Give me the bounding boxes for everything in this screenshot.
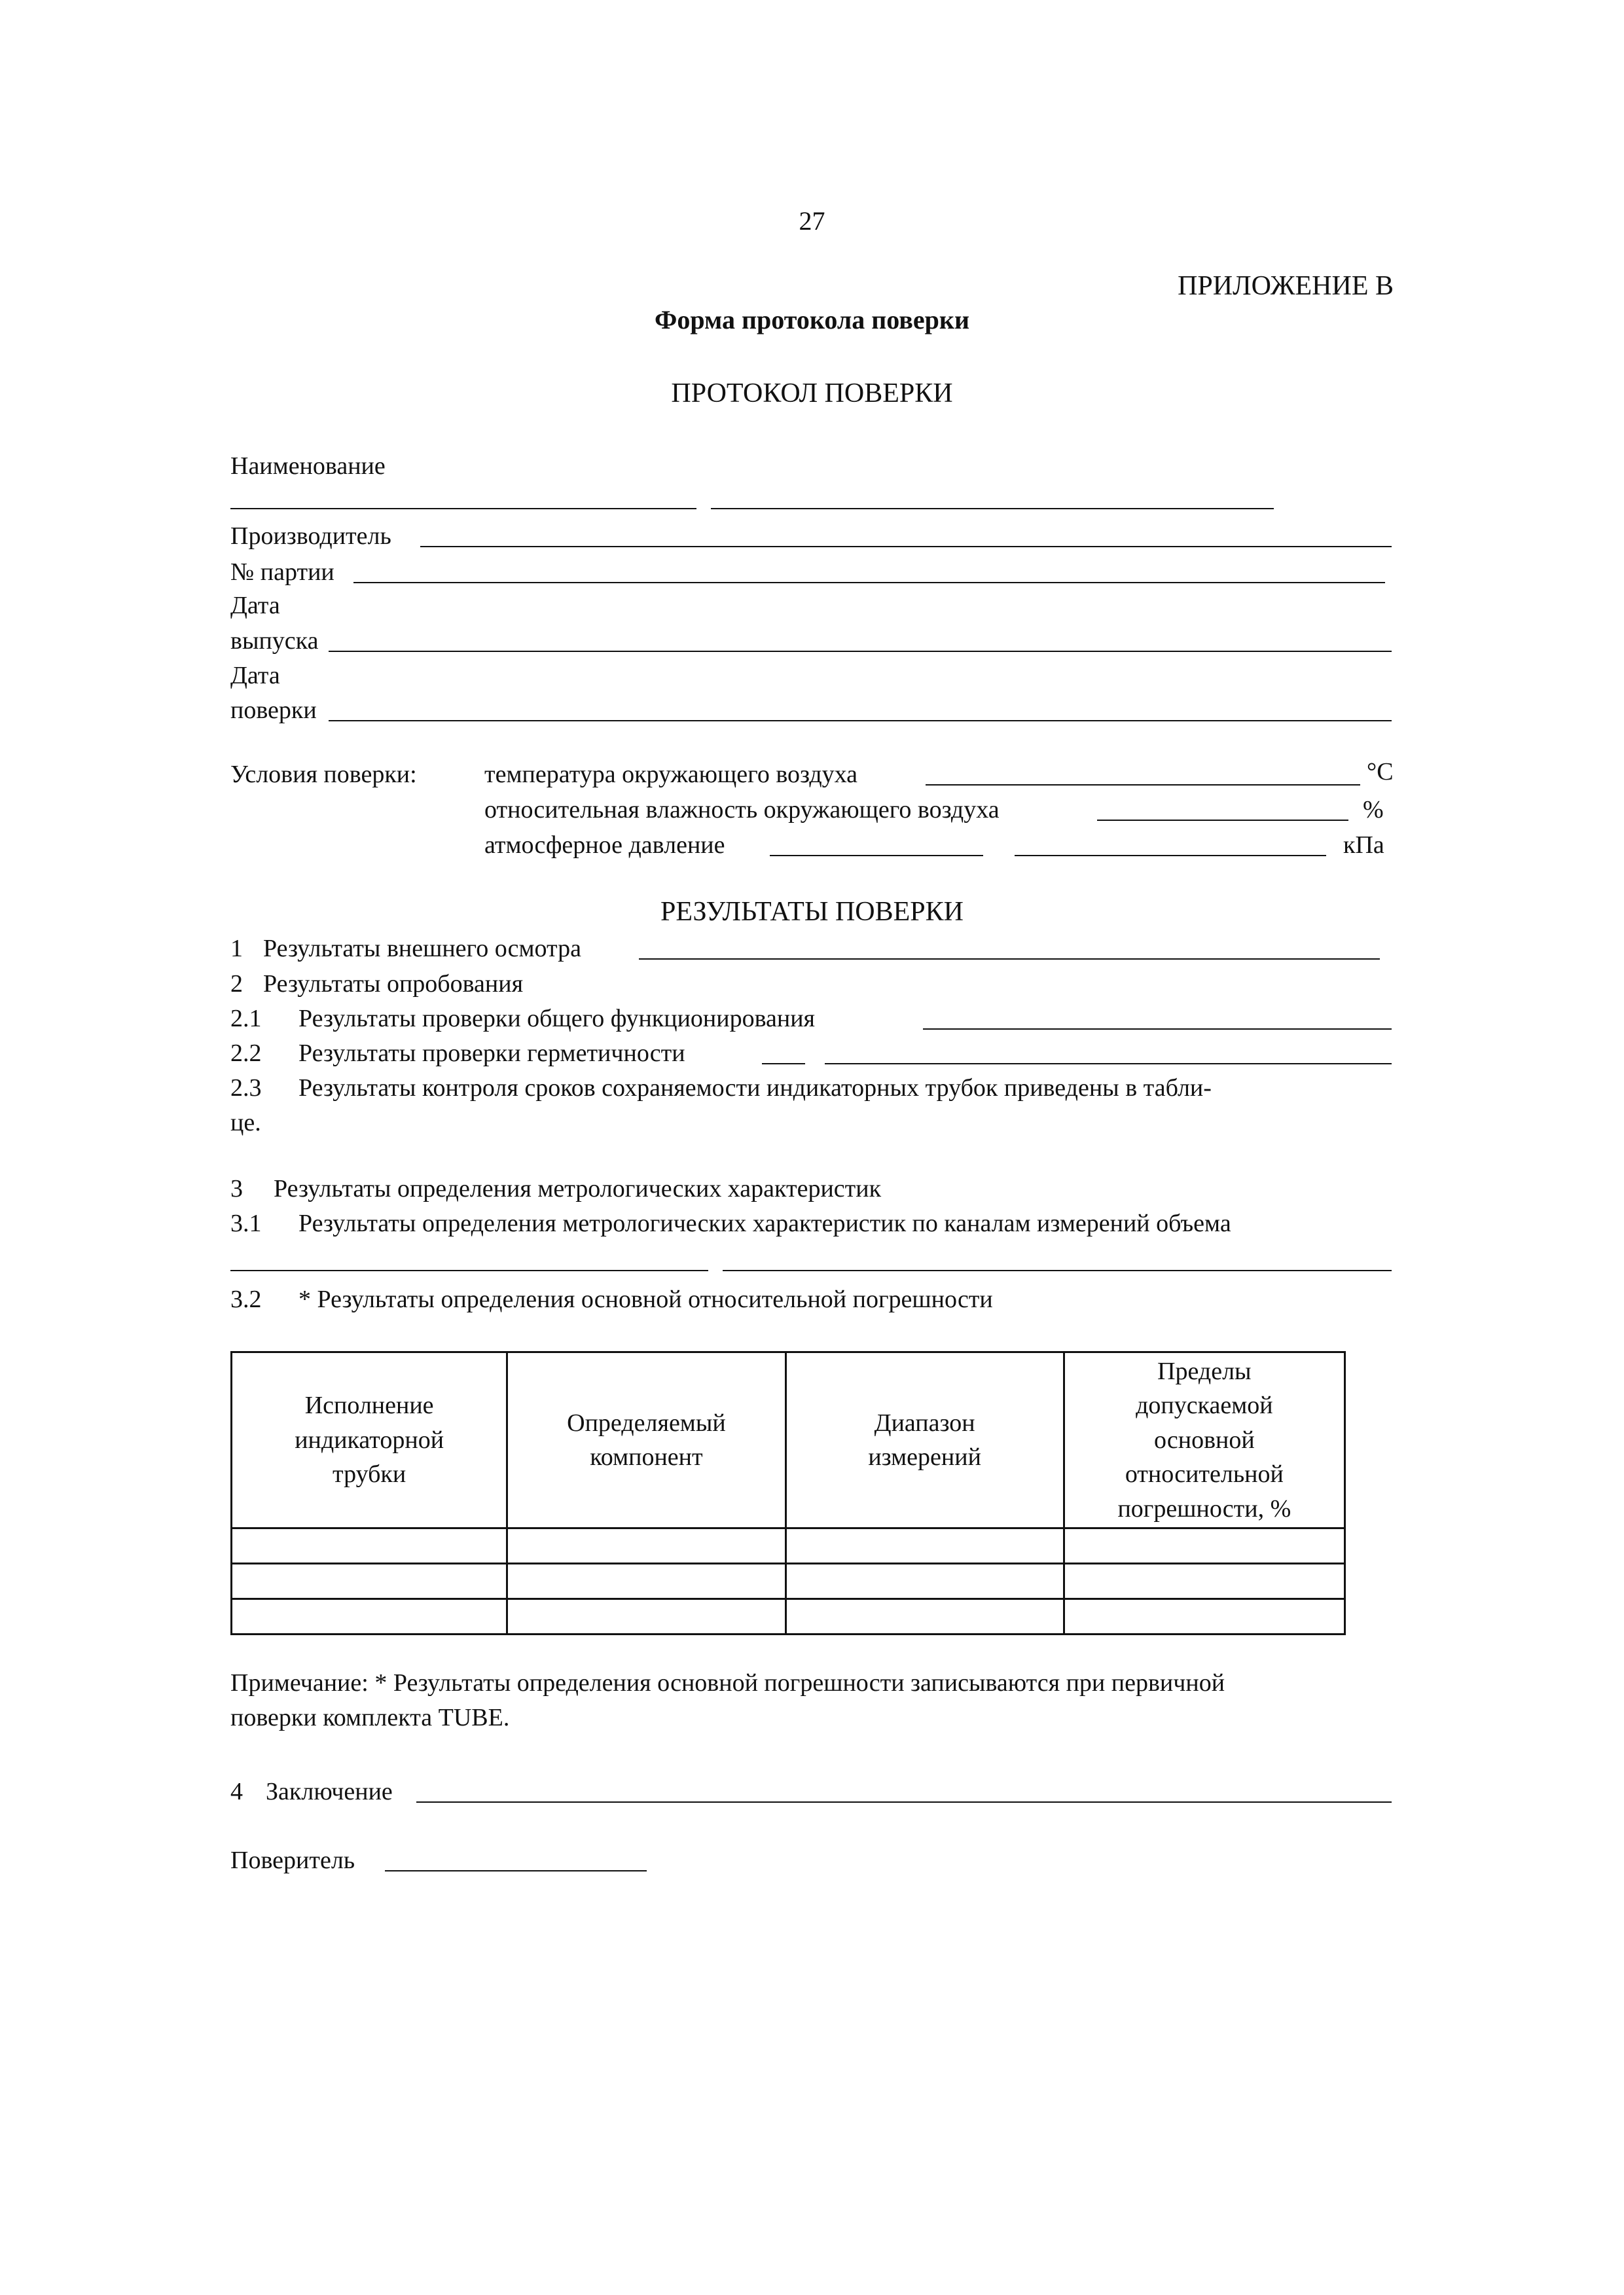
- conclusion-label: Заключение: [266, 1778, 393, 1805]
- header-error-limits: Пределы допускаемой основной относительной погрешности, %: [1064, 1352, 1344, 1528]
- verifier-signature-underline[interactable]: [385, 1870, 647, 1871]
- item-3-number: 3: [230, 1175, 243, 1202]
- note-line-1: Примечание: * Результаты определения основной погрешности записываются при первичной: [230, 1669, 1225, 1697]
- field-verification-date-label-2: поверки: [230, 696, 317, 724]
- item-2-1-text: Результаты проверки общего функционирования: [298, 1005, 816, 1032]
- protocol-title: ПРОТОКОЛ ПОВЕРКИ: [671, 378, 953, 408]
- name-underline-right[interactable]: [711, 508, 1274, 509]
- table-header-row: [232, 1352, 1345, 1528]
- humidity-unit: %: [1363, 796, 1384, 823]
- pressure-label: атмосферное давление: [484, 831, 725, 859]
- pressure-unit: кПа: [1343, 831, 1384, 859]
- item-2-number: 2: [230, 970, 243, 998]
- temperature-underline[interactable]: [926, 784, 1360, 786]
- item-3-text: Результаты определения метрологических характеристик: [274, 1175, 882, 1202]
- pressure-underline-right[interactable]: [1015, 855, 1326, 856]
- form-title: Форма протокола поверки: [654, 305, 970, 334]
- item-3-1-underline-left[interactable]: [230, 1270, 708, 1271]
- item-2-2-number: 2.2: [230, 1039, 262, 1067]
- header-component: Определяемый компонент: [507, 1352, 785, 1528]
- table-row: [232, 1528, 1345, 1564]
- item-1-number: 1: [230, 935, 243, 962]
- header-tube-version: Исполнение индикаторной трубки: [232, 1352, 507, 1528]
- table-cell[interactable]: [232, 1599, 507, 1635]
- field-release-date-label-2: выпуска: [230, 627, 319, 655]
- field-release-date-label-1: Дата: [230, 592, 280, 619]
- item-3-1-text: Результаты определения метрологических характеристик по каналам измерений объема: [298, 1210, 1231, 1237]
- table-cell[interactable]: [507, 1564, 785, 1599]
- humidity-underline[interactable]: [1097, 820, 1348, 821]
- field-verification-date-label-1: Дата: [230, 662, 280, 689]
- conditions-label: Условия поверки:: [230, 761, 417, 788]
- item-1-underline[interactable]: [639, 958, 1380, 960]
- item-3-1-number: 3.1: [230, 1210, 262, 1237]
- temperature-unit: °С: [1367, 758, 1394, 786]
- table-row: [232, 1564, 1345, 1599]
- manufacturer-underline[interactable]: [420, 546, 1392, 547]
- release-date-underline[interactable]: [329, 651, 1392, 652]
- note-line-2: поверки комплекта TUBE.: [230, 1704, 510, 1731]
- verifier-label: Поверитель: [230, 1847, 355, 1874]
- name-underline-left[interactable]: [230, 508, 696, 509]
- table-cell[interactable]: [507, 1528, 785, 1564]
- header-range: Диапазон измерений: [785, 1352, 1064, 1528]
- item-2-3-text-line2: це.: [230, 1109, 261, 1136]
- table-cell[interactable]: [785, 1528, 1064, 1564]
- table-cell[interactable]: [785, 1599, 1064, 1635]
- item-2-3-number: 2.3: [230, 1074, 262, 1102]
- table-row: [232, 1599, 1345, 1635]
- verification-date-underline[interactable]: [329, 720, 1392, 721]
- field-manufacturer-label: Производитель: [230, 522, 391, 550]
- pressure-underline-left[interactable]: [770, 855, 983, 856]
- field-name-label: Наименование: [230, 452, 386, 480]
- humidity-label: относительная влажность окружающего воздуха: [484, 796, 1000, 823]
- item-3-1-underline-right[interactable]: [723, 1270, 1392, 1271]
- batch-underline[interactable]: [353, 582, 1385, 583]
- conclusion-number: 4: [230, 1778, 243, 1805]
- results-title: РЕЗУЛЬТАТЫ ПОВЕРКИ: [660, 897, 964, 927]
- table-cell[interactable]: [1064, 1599, 1344, 1635]
- table-cell[interactable]: [1064, 1564, 1344, 1599]
- table-cell[interactable]: [1064, 1528, 1344, 1564]
- results-table: [230, 1351, 1346, 1635]
- item-2-2-text: Результаты проверки герметичности: [298, 1039, 685, 1067]
- temperature-label: температура окружающего воздуха: [484, 761, 858, 788]
- item-1-text: Результаты внешнего осмотра: [263, 935, 581, 962]
- conclusion-underline[interactable]: [416, 1801, 1392, 1803]
- field-batch-label: № партии: [230, 558, 334, 586]
- appendix-label: ПРИЛОЖЕНИЕ В: [1178, 271, 1394, 301]
- item-2-3-text-line1: Результаты контроля сроков сохраняемости индикаторных трубок приведены в табли-: [298, 1074, 1212, 1102]
- item-2-1-number: 2.1: [230, 1005, 262, 1032]
- item-3-2-text: * Результаты определения основной относительной погрешности: [298, 1286, 993, 1313]
- item-2-2-underline-short[interactable]: [762, 1063, 805, 1064]
- item-2-1-underline[interactable]: [923, 1028, 1392, 1030]
- item-2-text: Результаты опробования: [263, 970, 524, 998]
- page-number: 27: [799, 206, 825, 236]
- item-3-2-number: 3.2: [230, 1286, 262, 1313]
- table-cell[interactable]: [232, 1528, 507, 1564]
- table-cell[interactable]: [507, 1599, 785, 1635]
- item-2-2-underline[interactable]: [825, 1063, 1392, 1064]
- table-cell[interactable]: [232, 1564, 507, 1599]
- table-cell[interactable]: [785, 1564, 1064, 1599]
